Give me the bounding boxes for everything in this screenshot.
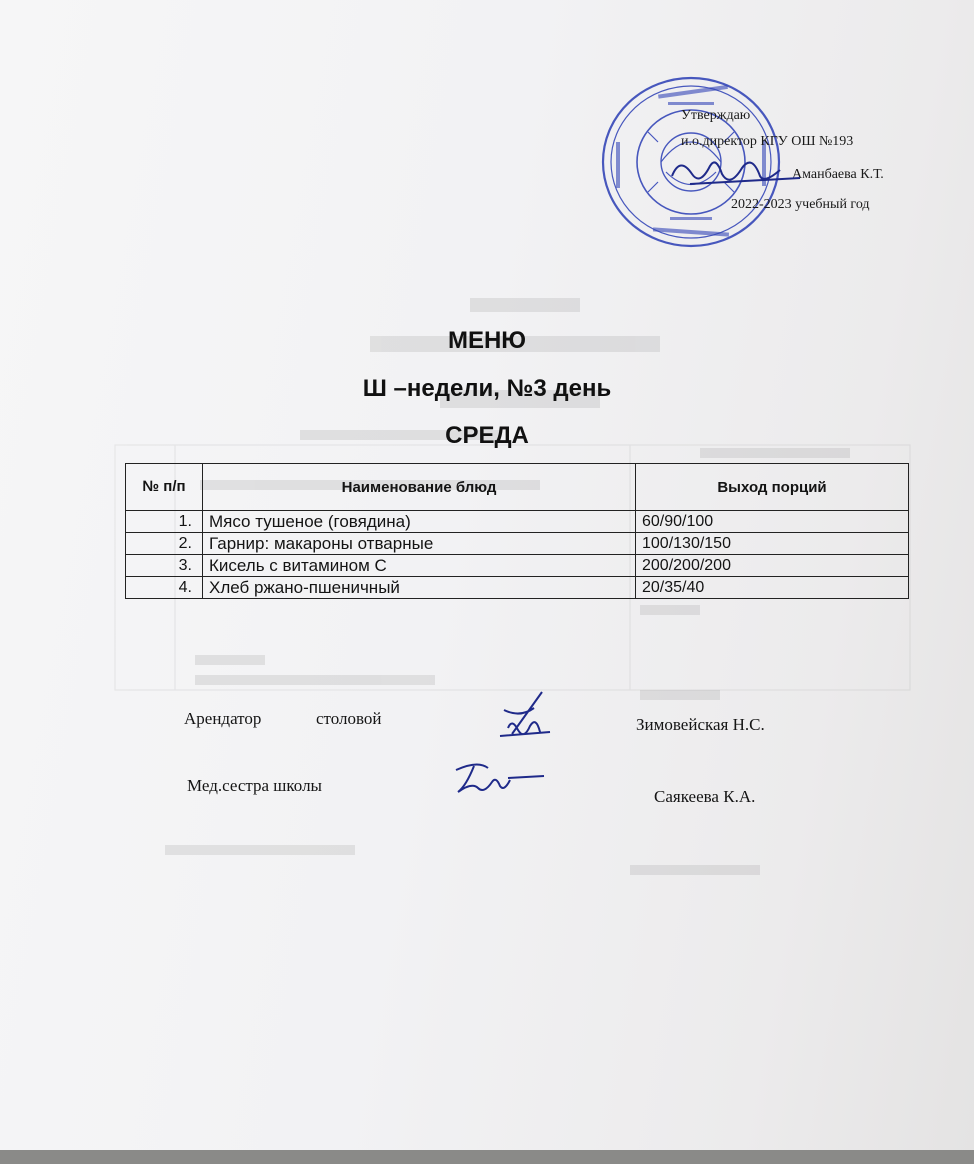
- header-dish-name: Наименование блюд: [203, 464, 636, 511]
- row-dish-name: Мясо тушеное (говядина): [203, 511, 636, 533]
- tenant-role-canteen: столовой: [316, 709, 382, 728]
- table-row: [126, 533, 909, 555]
- tenant-name: Зимовейская Н.С.: [636, 715, 765, 734]
- row-dish-name: Кисель с витамином С: [203, 555, 636, 577]
- row-dish-name: Гарнир: макароны отварные: [203, 533, 636, 555]
- nurse-role: Мед.сестра школы: [187, 776, 322, 795]
- background-surface: [0, 1150, 974, 1164]
- row-portion: 60/90/100: [636, 511, 909, 533]
- approval-director-name: Аманбаева К.Т.: [792, 167, 884, 182]
- nurse-signature: [448, 758, 548, 802]
- row-portion: 100/130/150: [636, 533, 909, 555]
- row-num: 4.: [126, 577, 203, 599]
- table-row: [126, 577, 909, 599]
- table-header-row: [126, 464, 909, 511]
- row-dish-name: Хлеб ржано-пшеничный: [203, 577, 636, 599]
- header-portion: Выход порций: [636, 464, 909, 511]
- row-num: 3.: [126, 555, 203, 577]
- approval-approve: Утверждаю: [681, 108, 751, 123]
- row-num: 1.: [126, 511, 203, 533]
- table-row: [126, 511, 909, 533]
- menu-table: [125, 463, 909, 599]
- nurse-name: Саякеева К.А.: [654, 787, 756, 806]
- table-row: [126, 555, 909, 577]
- approval-block: [0, 0, 974, 260]
- week-day-subtitle: Ш –недели, №3 день: [362, 375, 612, 402]
- weekday-name: СРЕДА: [445, 422, 529, 449]
- row-portion: 20/35/40: [636, 577, 909, 599]
- approval-position: и.о.директор КГУ ОШ №193: [681, 134, 854, 149]
- director-signature: [660, 148, 810, 198]
- row-portion: 200/200/200: [636, 555, 909, 577]
- tenant-signature: [490, 688, 560, 748]
- approval-year: 2022-2023 учебный год: [731, 197, 870, 212]
- row-num: 2.: [126, 533, 203, 555]
- tenant-role: Арендатор: [184, 709, 262, 728]
- menu-title: МЕНЮ: [447, 327, 527, 354]
- header-num: № п/п: [126, 464, 203, 511]
